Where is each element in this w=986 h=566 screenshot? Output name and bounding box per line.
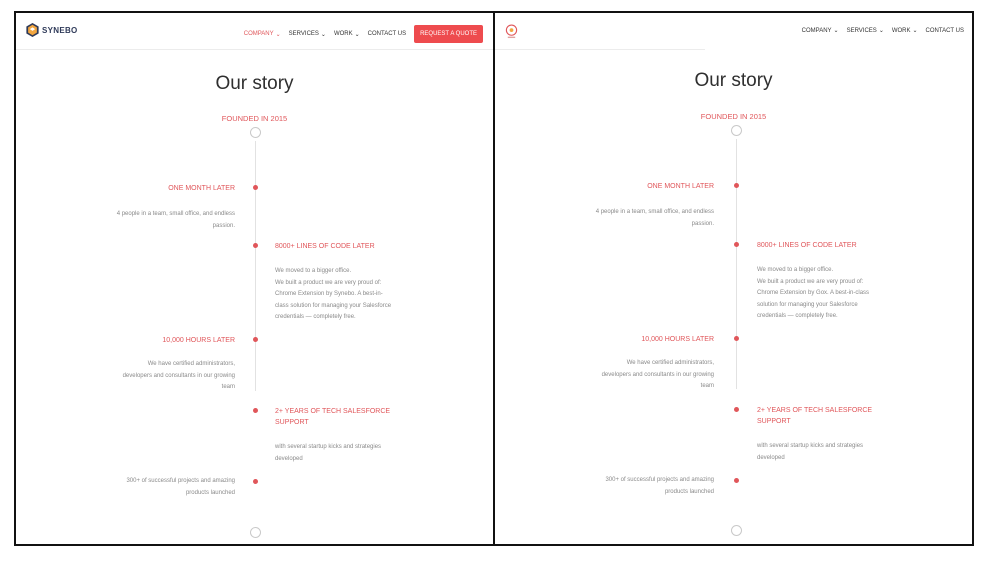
text-line: with several startup kicks and strategies	[757, 443, 864, 449]
text-line: 300+ of successful projects and amazing	[605, 477, 714, 483]
lines-of-code-text	[275, 266, 435, 324]
nav-company[interactable]	[244, 31, 281, 38]
timeline-dot	[734, 336, 739, 341]
founded-label: FOUNDED IN 2015	[221, 114, 288, 123]
nav-services-label: SERVICES	[288, 31, 319, 37]
right-screenshot-panel	[493, 11, 974, 546]
heading-line: 2+ YEARS OF TECH SALESFORCE	[757, 407, 873, 414]
text-line: products launched	[185, 489, 235, 496]
lines-of-code-heading: 8000+ LINES OF CODE LATER	[757, 242, 857, 249]
text-line: We have certified administrators,	[147, 361, 235, 367]
timeline-dot	[734, 407, 739, 412]
timeline-end-circle	[250, 527, 261, 538]
nav-divider	[16, 49, 493, 50]
chevron-down-icon: ⌄	[320, 31, 326, 38]
nav-company-label: COMPANY	[801, 27, 832, 34]
nav-contact[interactable]	[368, 31, 406, 37]
text-line: We built a product we are very proud of:	[757, 278, 864, 285]
top-navigation	[495, 13, 972, 51]
nav-links	[802, 27, 964, 34]
founded-label: FOUNDED IN 2015	[700, 112, 767, 121]
brand-logo[interactable]	[505, 23, 518, 41]
nav-work[interactable]	[334, 31, 360, 38]
chevron-down-icon: ⌄	[275, 31, 281, 38]
chevron-down-icon: ⌄	[354, 31, 360, 38]
nav-company-label: COMPANY	[243, 31, 274, 37]
hours-heading: 10,000 HOURS LATER	[641, 336, 714, 343]
text-line: class solution for managing your Salesforce	[275, 302, 392, 309]
text-line: products launched	[664, 488, 714, 495]
nav-work[interactable]	[892, 27, 918, 34]
text-line: 300+ of successful projects and amazing	[126, 478, 235, 484]
timeline-start-circle	[250, 127, 261, 138]
timeline-line	[255, 141, 256, 391]
nav-services-label: SERVICES	[846, 27, 877, 34]
left-screenshot-panel	[14, 11, 495, 546]
text-line: developers and consultants in our growing	[601, 371, 714, 378]
timeline-line	[736, 139, 737, 389]
text-line: We have certified administrators,	[626, 360, 714, 366]
request-quote-button[interactable]: REQUEST A QUOTE	[414, 25, 483, 43]
timeline-dot	[253, 408, 258, 413]
nav-services[interactable]	[289, 31, 326, 38]
hours-text	[554, 358, 714, 393]
timeline-dot	[253, 479, 258, 484]
brand-name: SYNEBO	[42, 25, 78, 35]
nav-work-label: WORK	[891, 27, 911, 34]
projects-text	[554, 475, 714, 498]
text-line: We moved to a bigger office.	[757, 267, 834, 273]
text-line: credentials — completely free.	[757, 313, 838, 319]
timeline-dot	[734, 478, 739, 483]
text-line: Chrome Extension by Gox. A best-in-class	[757, 290, 870, 296]
heading-line: SUPPORT	[757, 418, 791, 425]
one-month-text: 4 people in a team, small office, and endless passion.	[116, 211, 235, 229]
nav-services[interactable]	[847, 27, 884, 34]
nav-work-label: WORK	[333, 31, 353, 37]
text-line: credentials — completely free.	[275, 314, 356, 320]
nav-company[interactable]	[802, 27, 839, 34]
text-line: developed	[275, 455, 303, 462]
hours-text	[75, 359, 235, 394]
text-line: Chrome Extension by Synebo. A best-in-	[275, 291, 383, 297]
timeline-dot	[734, 183, 739, 188]
nav-contact-label: CONTACT US	[925, 27, 964, 34]
lines-of-code-heading: 8000+ LINES OF CODE LATER	[275, 243, 375, 250]
timeline-dot	[253, 337, 258, 342]
text-line: team	[700, 383, 714, 389]
timeline-dot	[253, 243, 258, 248]
timeline-end-circle	[731, 525, 742, 536]
support-heading	[757, 405, 897, 427]
support-text	[757, 441, 907, 464]
timeline-dot	[734, 242, 739, 247]
text-line: We moved to a bigger office.	[275, 268, 352, 274]
synebo-logo[interactable]	[26, 23, 78, 37]
text-line: with several startup kicks and strategies	[275, 444, 382, 450]
text-line: team	[221, 384, 235, 390]
chevron-down-icon: ⌄	[912, 28, 918, 34]
heading-line: 2+ YEARS OF TECH SALESFORCE	[275, 408, 391, 415]
nav-contact[interactable]	[926, 28, 964, 34]
support-text	[275, 442, 425, 465]
chevron-down-icon: ⌄	[833, 28, 839, 34]
top-navigation	[16, 13, 493, 51]
nav-contact-label: CONTACT US	[367, 31, 407, 37]
chevron-down-icon: ⌄	[878, 28, 884, 34]
synebo-logo-icon	[26, 23, 39, 37]
one-month-heading: ONE MONTH LATER	[168, 185, 235, 192]
support-heading	[275, 406, 415, 428]
text-line: developed	[757, 454, 785, 461]
brand-logo-icon	[505, 23, 518, 41]
hours-heading: 10,000 HOURS LATER	[162, 337, 235, 344]
timeline-start-circle	[731, 125, 742, 136]
text-line: We built a product we are very proud of:	[275, 279, 382, 286]
one-month-heading: ONE MONTH LATER	[647, 183, 714, 190]
nav-divider	[495, 49, 705, 50]
nav-links	[244, 25, 483, 43]
heading-line: SUPPORT	[275, 419, 309, 426]
timeline-dot	[253, 185, 258, 190]
text-line: developers and consultants in our growing	[122, 372, 235, 379]
lines-of-code-text	[757, 265, 917, 323]
page-title: Our story	[694, 70, 773, 91]
projects-text	[75, 476, 235, 499]
page-title: Our story	[215, 73, 294, 94]
one-month-text: 4 people in a team, small office, and endless passion.	[595, 209, 714, 227]
text-line: solution for managing your Salesforce	[757, 301, 858, 308]
